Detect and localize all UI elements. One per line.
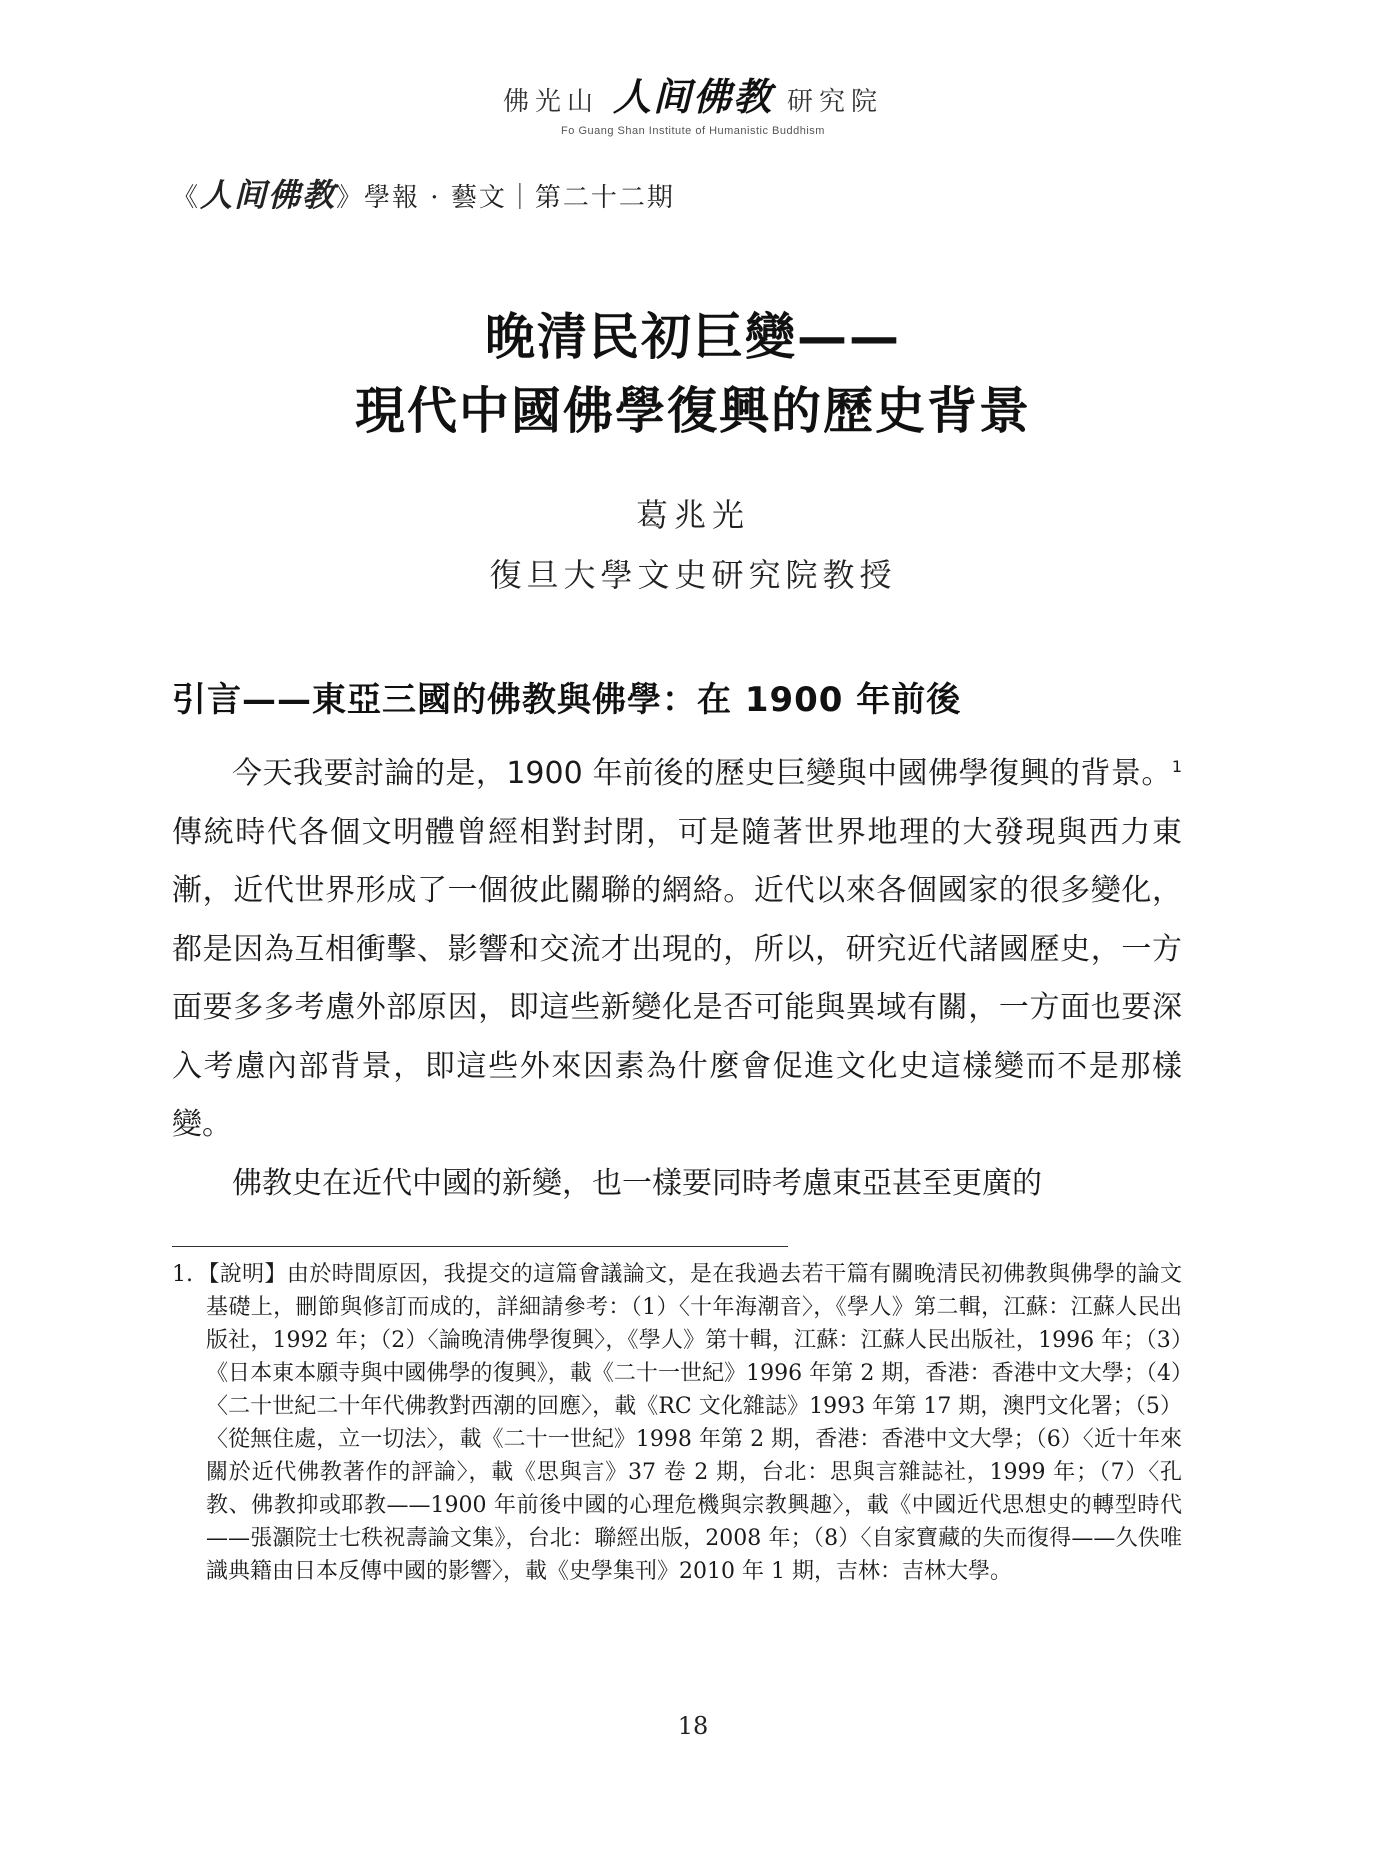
header-subtitle: Fo Guang Shan Institute of Humanistic Buddhism [561, 125, 825, 137]
header-right-text: 研究院 [787, 87, 884, 117]
page-number: 18 [677, 1712, 709, 1740]
paragraph-1-start: 今天我要討論的是，1900 年前後的歷史巨變與中國佛學復興的背景。 [232, 756, 1172, 791]
paragraph-1-rest: 傳統時代各個文明體曾經相對封閉，可是隨著世界地理的大發現與西力東漸，近代世界形成了一個彼此關聯的網絡。近代以來各個國家的很多變化，都是因為互相衝擊、影響和交流才出現的，所以，研究近代諸國歷史，一方面要多多考慮外部原因，即這些新變化是否可能與異域有關，一方面也要深入考慮內部背景，即這些外來因素為什麼會促進文化史這樣變而不是那樣變。 [172, 814, 1182, 1142]
title-line-1: 晚清民初巨變—— [485, 308, 901, 366]
section-heading: 引言——東亞三國的佛教與佛學：在 1900 年前後 [172, 680, 962, 720]
footnote-text: 【說明】由於時間原因，我提交的這篇會議論文，是在我過去若干篇有關晚清民初佛教與佛學的論文基礎上，刪節與修訂而成的，詳細請參考：（1）〈十年海潮音〉，《學人》第二輯，江蘇：江蘇人民出版社，1992 年；（2）〈論晚清佛學復興〉，《學人》第十輯，江蘇：江蘇人民出版社，1996 年；（3）《日本東本願寺與中國佛學的復興》，載《二十一世紀》1996 年第 2 期，香港：香港中文大學；（4）〈二十世紀二十年代佛教對西潮的回應〉，載《RC 文化雜誌》1993 年第 17 期，澳門文化署；（5）〈從無住處，立一切法〉，載《二十一世紀》1998 年第 2 期，香港：香港中文大學；（6）〈近十年來關於近代佛教著作的評論〉，載《思與言》37 卷 2 期，台北：思與言雜誌社，1999 年；（7）〈孔教、佛教抑或耶教——1900 年前後中國的心理危機與宗教興趣〉，載《中國近代思想史的轉型時代——張灝院士七秩祝壽論文集》，台北：聯經出版，2008 年；（8）〈自家寶藏的失而復得——久佚唯識典籍由日本反傳中國的影響〉，載《史學集刊》2010 年 1 期，吉林：吉林大學。 [197, 1262, 1182, 1584]
footnote-number: 1. [172, 1262, 193, 1287]
footnote-1 [172, 1258, 1182, 1588]
footnote-body [172, 1258, 1182, 1588]
footnote-ref-1[interactable]: 1 [1171, 757, 1182, 776]
page-header [0, 66, 1386, 137]
title-line-2: 現代中國佛學復興的歷史背景 [355, 382, 1031, 440]
journal-running-head [172, 170, 675, 216]
header-logo: 人间佛教 [612, 74, 773, 119]
header-brand [503, 66, 883, 121]
footnote-divider [172, 1246, 788, 1247]
journal-logo: 人间佛教 [200, 176, 337, 214]
article-title [0, 300, 1386, 448]
journal-open-bracket: 《 [172, 183, 201, 213]
author-affiliation: 復旦大學文史研究院教授 [489, 556, 897, 594]
header-left-text: 佛光山 [502, 87, 599, 117]
body-text [172, 738, 1182, 1213]
journal-issue-text: 》學報 · 藝文｜第二十二期 [336, 183, 675, 213]
author-name: 葛兆光 [635, 496, 750, 534]
paragraph-1 [172, 738, 1182, 1155]
paragraph-2: 佛教史在近代中國的新變，也一樣要同時考慮東亞甚至更廣的 [232, 1165, 1042, 1201]
